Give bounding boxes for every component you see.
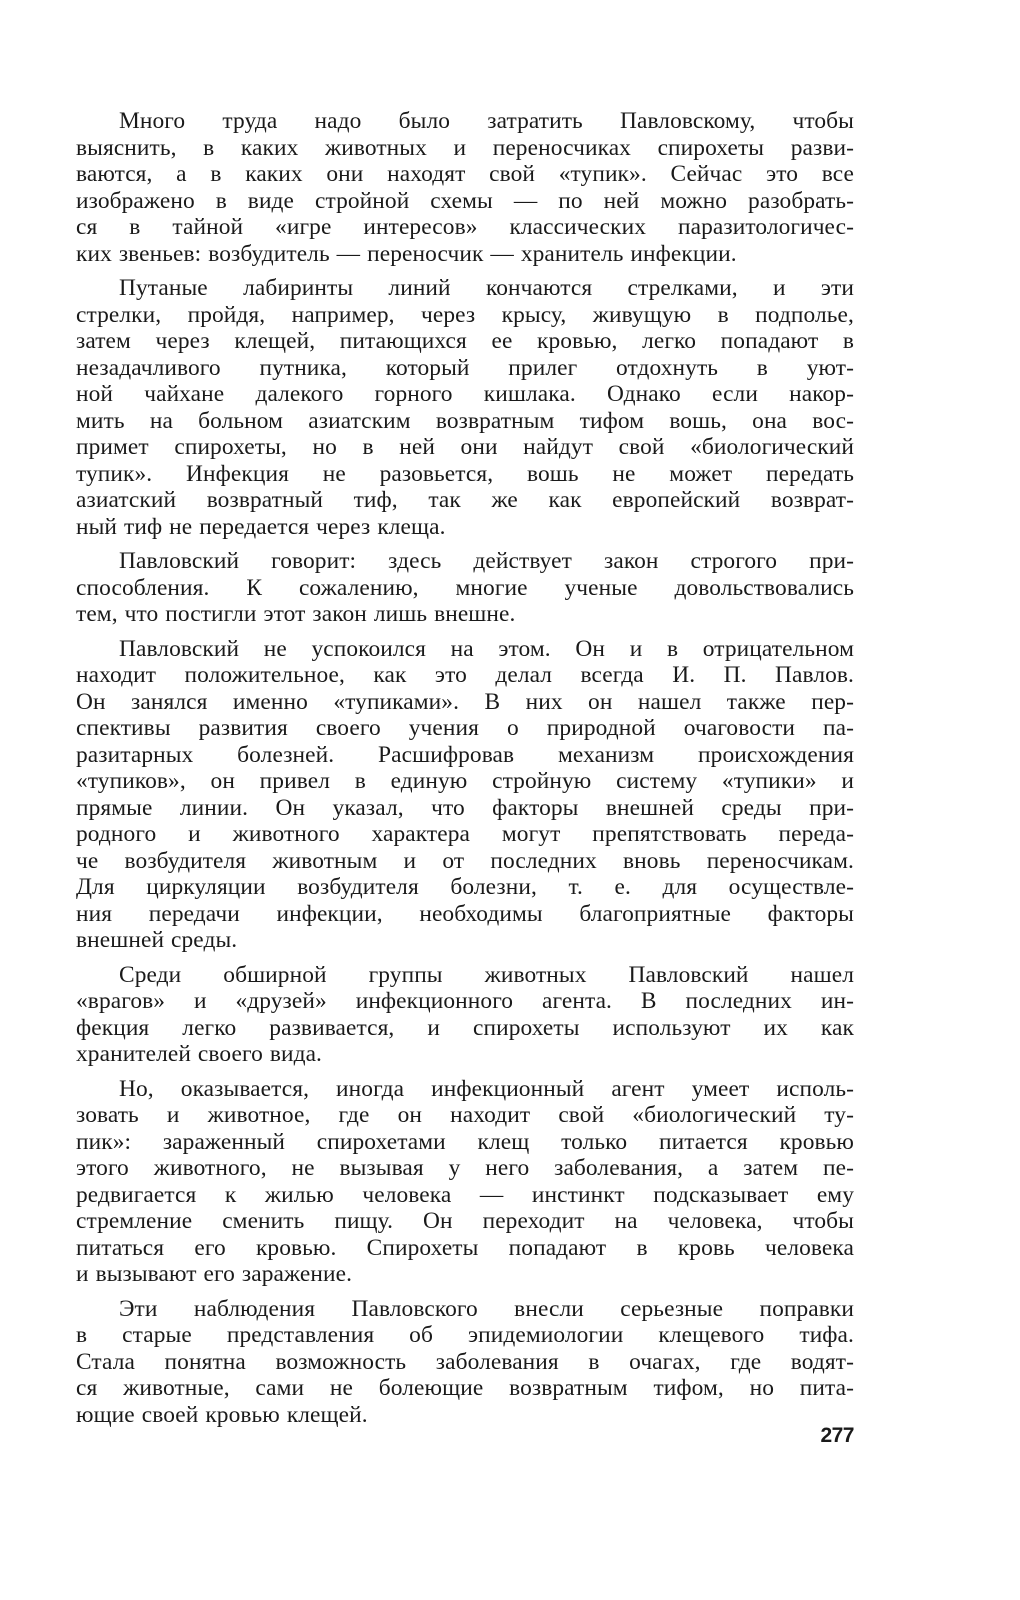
- text-line: и вызывают его заражение.: [76, 1261, 353, 1287]
- text-line: питаться его кровью. Спирохеты попадают в кровь человека: [76, 1234, 854, 1261]
- text-line: находит положительное, как это делал всегда И. П. Павлов.: [76, 662, 854, 688]
- text-line: ный тиф не передается через клеща.: [76, 513, 446, 540]
- text-line: пик»: зараженный спирохетами клещ только питается кровью: [76, 1128, 854, 1155]
- text-line: Среди обширной группы животных Павловский нашел: [119, 961, 854, 988]
- paragraph: [76, 636, 854, 954]
- paragraph: [76, 275, 854, 540]
- paragraph: [76, 108, 854, 267]
- text-line: примет спирохеты, но в ней они найдут свой «биологический: [76, 434, 854, 460]
- text-line: Павловский говорит: здесь действует закон строгого при-: [119, 548, 854, 574]
- text-line: затем через клещей, питающихся ее кровью, легко попадают в: [76, 328, 854, 354]
- text-line: азиатский возвратный тиф, так же как европейский возврат-: [76, 487, 854, 513]
- page-number: 277: [820, 1424, 854, 1447]
- paragraph: [76, 962, 854, 1068]
- text-line: стремление сменить пищу. Он переходит на человека, чтобы: [76, 1208, 854, 1234]
- text-line: ния передачи инфекции, необходимы благоприятные факторы: [76, 900, 854, 927]
- text-line: выяснить, в каких животных и переносчиках спирохеты разви-: [76, 134, 854, 161]
- text-line: ся в тайной «игре интересов» классических паразитологичес-: [76, 214, 854, 240]
- text-line: хранителей своего вида.: [76, 1041, 323, 1067]
- text-line: ся животные, сами не болеющие возвратным тифом, но пита-: [76, 1375, 854, 1401]
- paragraph: [76, 548, 854, 628]
- text-line: спективы развития своего учения о природной очаговости па-: [76, 715, 854, 741]
- text-line: ной чайхане далекого горного кишлака. Однако если накор-: [76, 381, 854, 407]
- text-line: Стала понятна возможность заболевания в очагах, где водят-: [76, 1348, 854, 1375]
- text-line: разитарных болезней. Расшифровав механизм происхождения: [76, 741, 854, 768]
- text-line: ваются, а в каких они находят свой «тупик». Сейчас это все: [76, 161, 854, 187]
- text-line: Но, оказывается, иногда инфекционный агент умеет исполь-: [119, 1075, 854, 1102]
- text-line: этого животного, не вызывая у него заболевания, а затем пе-: [76, 1155, 854, 1181]
- paragraph: [76, 1076, 854, 1288]
- text-line: изображено в виде стройной схемы — по ней можно разобрать-: [76, 187, 854, 214]
- text-line: Эти наблюдения Павловского внесли серьезные поправки: [119, 1295, 854, 1322]
- text-line: «тупиков», он привел в единую стройную систему «тупики» и: [76, 768, 854, 794]
- text-line: че возбудителя животным и от последних вновь переносчикам.: [76, 847, 854, 874]
- text-line: тем, что постигли этот закон лишь внешне.: [76, 601, 516, 627]
- text-line: Павловский не успокоился на этом. Он и в отрицательном: [119, 635, 854, 662]
- text-line: способления. К сожалению, многие ученые довольствовались: [76, 574, 854, 601]
- text-line: ющие своей кровью клещей.: [76, 1401, 368, 1428]
- text-line: «врагов» и «друзей» инфекционного агента. В последних ин-: [76, 988, 854, 1014]
- text-line: прямые линии. Он указал, что факторы внешней среды при-: [76, 794, 854, 821]
- text-line: Он занялся именно «тупиками». В них он нашел также пер-: [76, 688, 854, 715]
- paragraph: [76, 1296, 854, 1429]
- text-line: родного и животного характера могут препятствовать переда-: [76, 821, 854, 847]
- text-line: внешней среды.: [76, 927, 238, 953]
- text-line: мить на больном азиатским возвратным тифом вошь, она вос-: [76, 407, 854, 434]
- page-body: [76, 108, 854, 1436]
- text-line: ких звеньев: возбудитель — переносчик — хранитель инфекции.: [76, 240, 737, 267]
- text-line: фекция легко развивается, и спирохеты используют их как: [76, 1014, 854, 1041]
- text-line: редвигается к жилью человека — инстинкт подсказывает ему: [76, 1181, 854, 1208]
- text-line: стрелки, пройдя, например, через крысу, живущую в подполье,: [76, 301, 854, 328]
- text-line: Много труда надо было затратить Павловскому, чтобы: [119, 108, 854, 134]
- text-line: Для циркуляции возбудителя болезни, т. е. для осуществле-: [76, 874, 854, 900]
- text-line: тупик». Инфекция не разовьется, вошь не может передать: [76, 460, 854, 487]
- text-line: зовать и животное, где он находит свой «биологический ту-: [76, 1102, 854, 1128]
- text-line: в старые представления об эпидемиологии клещевого тифа.: [76, 1322, 854, 1348]
- text-line: Путаные лабиринты линий кончаются стрелками, и эти: [119, 275, 854, 301]
- text-line: незадачливого путника, который прилег отдохнуть в уют-: [76, 354, 854, 381]
